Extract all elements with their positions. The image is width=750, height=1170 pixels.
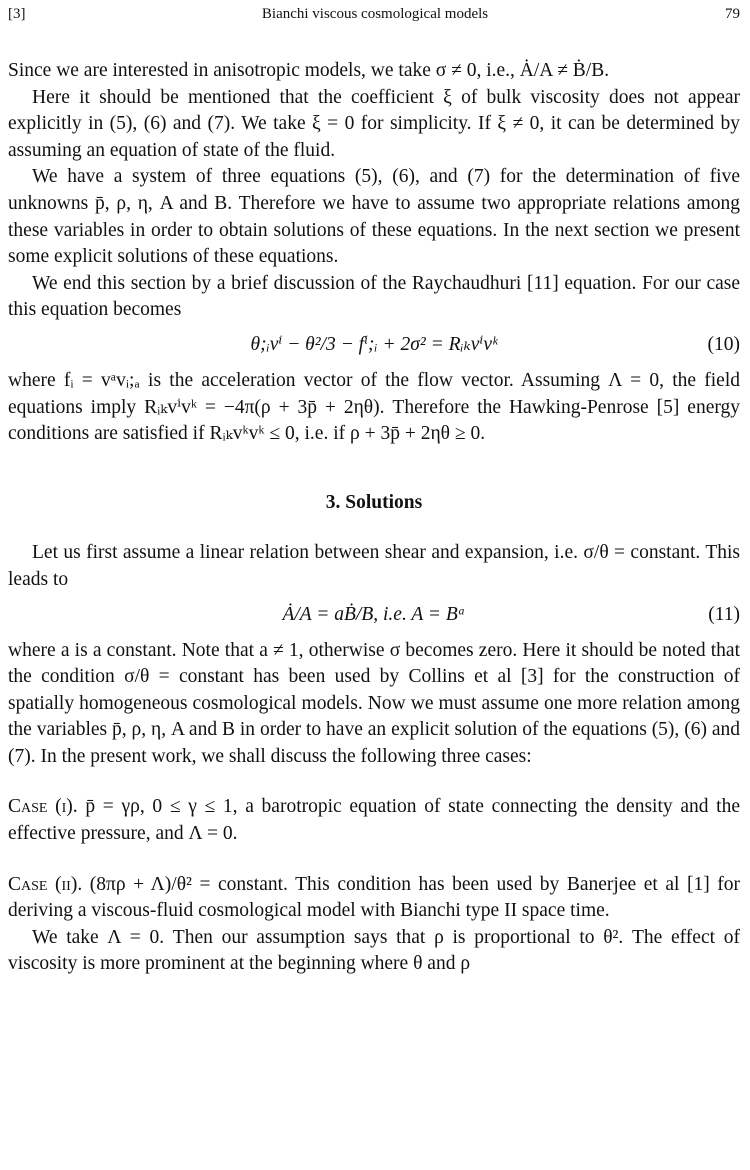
paragraph-anisotropic: Since we are interested in anisotropic models, we take σ ≠ 0, i.e., Ȧ/A ≠ Ḃ/B. [8,60,610,81]
paragraph-viscosity-effect: We take Λ = 0. Then our assumption says that ρ is proportional to θ². The effect of viscosity is more prominent at the beginning where θ and ρ [8,926,740,975]
case-i-text: p̄ = γρ, 0 ≤ γ ≤ 1, a barotropic equation of state connecting the density and the effective pressure, and Λ = 0. [8,796,740,845]
header-reference: [3] [8,6,26,22]
equation-10-number: (10) [707,333,740,355]
paragraph-acceleration: where fᵢ = vᵃvᵢ;ₐ is the acceleration vector of the flow vector. Assuming Λ = 0, the field equations imply Rᵢₖvⁱvᵏ = −4π(ρ + 3p̄ + 2ηθ). Therefore the Hawking-Penrose [5] energy conditions are satisfied if Rᵢₖvᵏvᵏ ≤ 0, i.e. if ρ + 3p̄ + 2ηθ ≥ 0. [8,369,740,445]
equation-10-expression: θ;ᵢvⁱ − θ²/3 − fⁱ;ᵢ + 2σ² = Rᵢₖvⁱvᵏ [250,333,498,355]
paragraph-raychaudhuri: We end this section by a brief discussion of the Raychaudhuri [11] equation. For our case this equation becomes [8,272,740,321]
paragraph-linear-relation: Let us first assume a linear relation between shear and expansion, i.e. σ/θ = constant. This leads to [8,542,740,590]
case-i [8,794,740,847]
case-ii [8,872,740,925]
page-number: 79 [725,6,740,22]
spacer [8,770,740,794]
spacer [8,848,740,872]
equation-10 [8,332,740,362]
case-ii-label: Case (ii). [8,873,83,895]
body-text [8,58,740,978]
equation-11-number: (11) [708,603,740,625]
paragraph-unknowns: We have a system of three equations (5), (6), and (7) for the determination of five unknowns p̄, ρ, η, A and B. Therefore we have to assume two appropriate relations among these variables in order to obtain solutions of these equations. In the next section we present some explicit solutions of these equations. [8,166,740,268]
equation-11 [8,602,740,632]
paragraph-bulk-viscosity: Here it should be mentioned that the coefficient ξ of bulk viscosity does not appear explicitly in (5), (6) and (7). We take ξ = 0 for simplicity. If ξ ≠ 0, it can be determined by assuming an equation of state of the fluid. [8,86,740,161]
running-header [8,6,742,28]
header-title: Bianchi viscous cosmological models [261,6,489,22]
paragraph-constant-a: where a is a constant. Note that a ≠ 1, otherwise σ becomes zero. Here it should be noted that the condition σ/θ = constant has been used by Collins et al [3] for the construction of spatially homogeneous cosmological models. Now we must assume one more relation among the variables p̄, ρ, η, A and B in order to have an explicit solution of the equations (5), (6) and (7). In the present work, we shall discuss the following three cases: [8,639,740,767]
case-i-label: Case (i). [8,796,78,818]
section-heading: 3. Solutions [325,491,423,513]
case-ii-text: (8πρ + Λ)/θ² = constant. This condition has been used by Banerjee et al [1] for deriving a viscous-fluid cosmological model with Bianchi type II space time. [8,873,741,922]
equation-11-expression: Ȧ/A = aḂ/B, i.e. A = Bᵃ [282,603,466,625]
